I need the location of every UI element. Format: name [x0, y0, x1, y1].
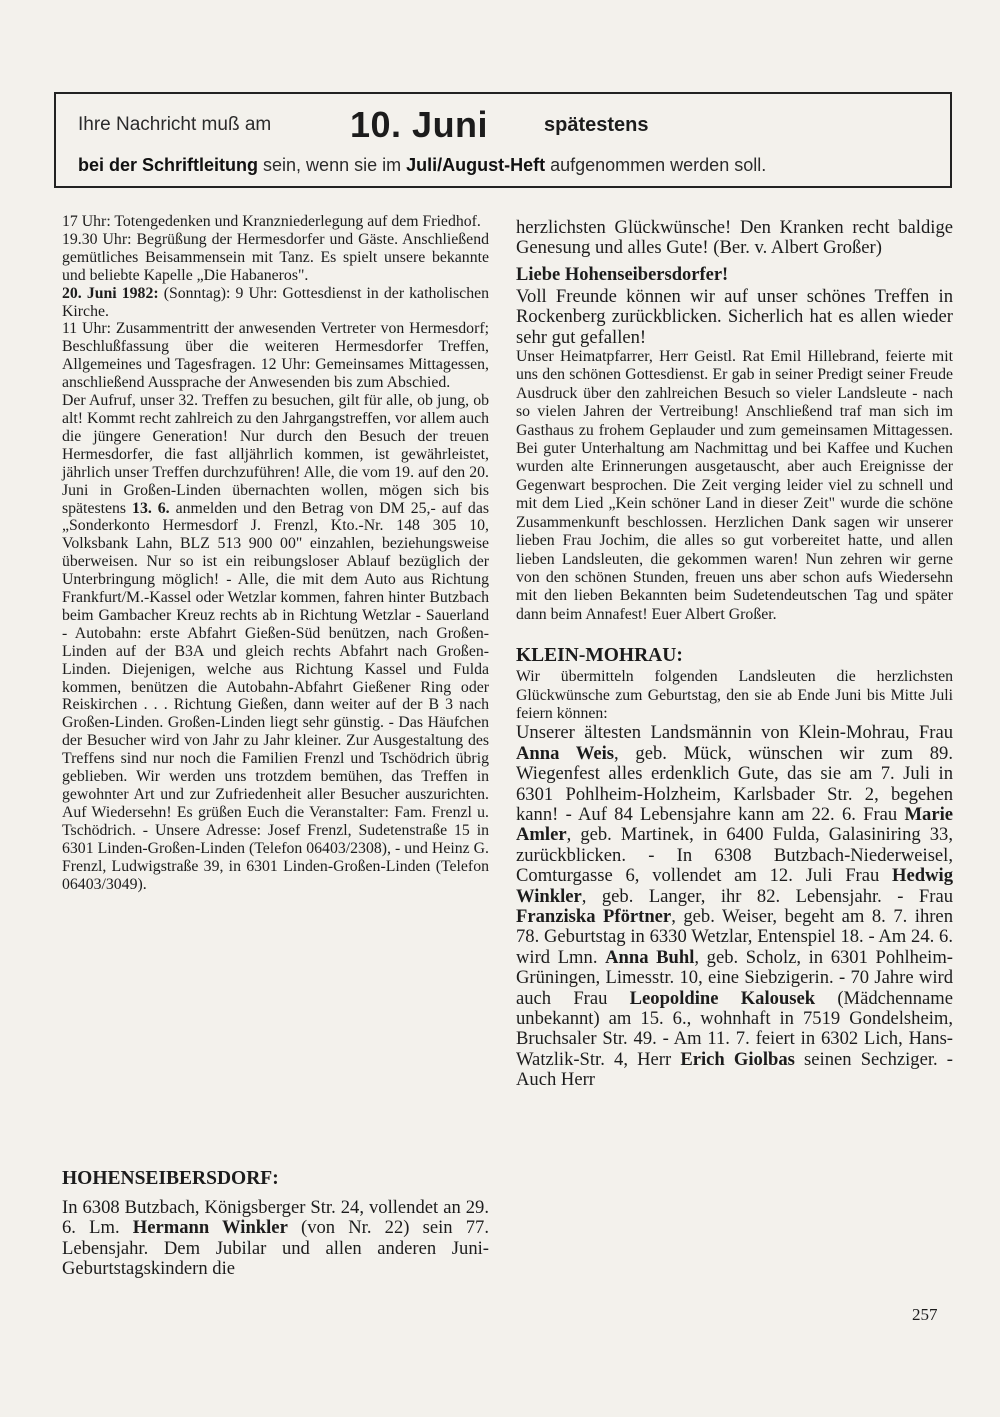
r4-name-hedwig-winkler: Hedwig Winkler — [516, 865, 953, 907]
notice-text-part1: Ihre Nachricht muß am — [78, 114, 272, 135]
notice-date: 10. Juni — [350, 104, 489, 145]
hohenseibersdorf-paragraph — [62, 1198, 489, 1280]
r4-name-erich-giolbas: Erich Giolbas — [680, 1048, 795, 1070]
r4-text-d: , geb. Martinek, in 6400 Fulda, Galasiniring 33, zurückblicken. - In 6308 Butzbach-Niederweisel, Comturgasse 6, vollendet am 12. Juli Frau — [516, 824, 953, 887]
notice-line2-bold-a: bei der Schriftleitung — [78, 155, 259, 175]
right-paragraph-2-small: Unser Heimatpfarrer, Herr Geistl. Rat Emil Hillebrand, feierte mit uns den schönen Gottesdienst. Er gab in seiner Predigt seiner Freude Ausdruck über den zahlreichen Besuch so vieler Landsleute - nach so vielen Jahren der Vertreibung! Anschließend traf man sich im Gasthaus zu frohem Geplauder und zum gemeinsamen Mittagessen. Bei guter Unterhaltung am Nachmittag und bei Kaffee und Kuchen wurden alte Erinnerungen ausgetauscht, aber auch Ereignisse der Gegenwart besprochen. Die Zeit verging leider viel zu schnell und mit dem Lied „Kein schöner Land in dieser Zeit" wurde die schöne Zusammenkunft beschlossen. Herzlichen Dank sagen wir unserer lieben Frau Jochim, die alles so gut vorbereitet hatte, und allen lieben Landsleuten, die gekommen waren! Nun zehren wir gerne von den schönen Stunden, freuen uns aber schon aufs Wiedersehn mit den lieben Bekannten beim Sudetendeutschen Tag und später dann beim Annafest! Euer Albert Großer. — [516, 348, 953, 623]
left-p3-date: 20. Juni 1982: — [62, 284, 159, 302]
right-paragraph-2-large: Voll Freunde können wir auf unser schönes Treffen in Rockenberg zurückblicken. Sicherlich hat es allen wieder sehr gut gefallen! — [516, 285, 953, 348]
right-column — [516, 218, 953, 1091]
left-p3-text: (Sonntag): 9 Uhr: Gottesdienst in der katholischen Kirche. — [62, 284, 489, 320]
heading-hohenseibersdorf: HOHENSEIBERSDORF: — [62, 1168, 279, 1189]
r4-text-i: seinen Sechziger. - Auch Herr — [516, 1048, 953, 1091]
left-paragraph-1: 17 Uhr: Totengedenken und Kranzniederlegung auf dem Friedhof. — [62, 213, 481, 230]
notice-line2-text-b: sein, wenn sie im — [258, 155, 407, 175]
r4-text-a: Unserer ältesten Landsmännin von Klein-Mohrau, Frau — [516, 722, 953, 744]
deadline-notice-box — [54, 92, 952, 188]
left-p5-text-b: anmelden und den Betrag von DM 25,- auf das „Sonderkonto Hermesdorf J. Frenzl, Kto.-Nr. 148 305 10, Volksbank Lahn, BLZ 513 900 00" einzahlen, beziehungsweise überweisen. Nur so ist ein reibungsloser Ablauf bezüglich der Unterbringung möglich! - Alle, die mit dem Auto aus Richtung Frankfurt/M.-Kassel oder Wetzlar kommen, fahren hinter Butzbach beim Gambacher Kreuz rechts ab in Richtung Wetzlar - Sauerland - Autobahn: erste Abfahrt Gießen-Süd benützen, nach Großen-Linden auf der B3A und gleich rechts Abfahrt nach Großen-Linden. Diejenigen, welche aus Richtung Kassel und Fulda kommen, benützen die Autobahn-Abfahrt Gießener Ring oder Reiskirchen . . . Richtung Gießen, dann weiter auf der B 3 nach Großen-Linden. Großen-Linden liegt sehr günstig. - Das Häufchen der Besucher wird von Jahr zu Jahr kleiner. Zur Ausgestaltung des Treffens sind nur noch die Familien Frenzl und Tschödrich übrig geblieben. Wir werden uns trotzdem bemühen, das Treffen in gewohnter Art und zur Zufriedenheit aller Besucher auszurichten. Auf Wiedersehn! Es grüßen Euch die Veranstalter: Fam. Frenzl u. Tschödrich. - Unsere Adresse: Josef Frenzl, Sudetenstraße 15 in 6301 Linden-Großen-Linden (Telefon 06403/2308), - und Heinz G. Frenzl, Ludwigstraße 39, in 6301 Linden-Großen-Linden (Telefon 06403/3049). — [62, 499, 489, 893]
r4-name-leopoldine-kalousek: Leopoldine Kalousek — [629, 987, 816, 1009]
r4-name-franziska-pfoertner: Franziska Pförtner — [516, 906, 672, 927]
hohen-text-b: (von Nr. 22) sein 77. Lebensjahr. Dem Jubilar und allen anderen Juni-Geburtstagskindern die — [62, 1217, 490, 1280]
hohen-name-winkler: Hermann Winkler — [132, 1217, 288, 1239]
r4-text-e: , geb. Langer, ihr 82. Lebensjahr. - Frau — [581, 885, 953, 907]
notice-text-part2: spätestens — [544, 114, 649, 136]
left-paragraph-5 — [62, 392, 489, 893]
heading-liebe-hohenseibersdorfer: Liebe Hohenseibersdorfer! — [516, 264, 729, 285]
right-paragraph-3: Wir übermitteln folgenden Landsleuten die herzlichsten Glückwünsche zum Geburtstag, den sie ab Ende Juni bis Mitte Juli feiern können: — [516, 668, 953, 722]
left-p5-deadline: 13. 6. — [132, 499, 170, 517]
right-paragraph-1: herzlichsten Glückwünsche! Den Kranken recht baldige Genesung und alles Gute! (Ber. v. Albert Großer) — [516, 217, 953, 259]
page-number: 257 — [912, 1305, 938, 1324]
left-paragraph-2: 19.30 Uhr: Begrüßung der Hermesdorfer und Gäste. Anschließend gemütliches Beisammensein mit Tanz. Es spielt unsere bekannte und beliebte Kapelle „Die Habaneros". — [62, 230, 489, 284]
left-paragraph-3 — [62, 285, 489, 321]
left-paragraph-4: 11 Uhr: Zusammentritt der anwesenden Vertreter von Hermesdorf; Beschlußfassung über die weiteren Hermesdorfer Treffen, Allgemeines und Tagesfragen. 12 Uhr: Gemeinsames Mittagessen, anschließend Aussprache der Anwesenden bis zum Abschied. — [62, 320, 489, 392]
hohenseibersdorf-section — [62, 1198, 489, 1280]
r4-text-g: , geb. Scholz, in 6301 Pohlheim-Grüningen, Limesstr. 10, eine Siebzigerin. - 70 Jahre wird auch Frau — [516, 946, 953, 1009]
r4-text-c: , geb. Mück, wünschen wir zum 89. Wiegenfest alles erdenklich Gute, das sie am 7. Juli in 6301 Pohlheim-Holzheim, Karlsbader Str. 2, begehen kann! - Auf 84 Lebensjahre kann am 22. 6. Frau — [516, 742, 953, 825]
r4-name-anna-weis: Anna Weis — [516, 742, 615, 764]
heading-klein-mohrau: KLEIN-MOHRAU: — [516, 645, 683, 667]
r4-text-h: (Mädchenname unbekannt) am 15. 6., wohnhaft in 7519 Gondelsheim, Bruchsaler Str. 49. - Am 11. 7. feiert in 6302 Lich, Hans-Watzlik-Str. 4, Herr — [516, 987, 953, 1070]
r4-name-anna-buhl: Anna Buhl — [605, 946, 695, 968]
left-column — [62, 213, 489, 893]
left-p5-text-a: Der Aufruf, unser 32. Treffen zu besuchen, gilt für alle, ob jung, ob alt! Kommt recht zahlreich zu den Jahrgangstreffen, vor allem auch die jüngere Generation! Nur durch den Besuch der treuen Hermesdorfer, die fast alljährlich kommen, ist gewährleistet, jährlich unser Treffen durchzuführen! Alle, die vom 19. auf den 20. Juni in Großen-Linden übernachten wollen, mögen sich bis spätestens — [62, 392, 489, 517]
notice-line2-bold-c: Juli/August-Heft — [406, 155, 546, 175]
hohen-text-a: In 6308 Butzbach, Königsberger Str. 24, vollendet an 29. 6. Lm. — [62, 1197, 489, 1239]
right-paragraph-4 — [516, 723, 953, 1090]
notice-line2-text-d: aufgenommen werden soll. — [545, 155, 767, 175]
r4-name-marie-amler: Marie Amler — [516, 803, 953, 846]
r4-text-f: , geb. Weiser, begeht am 8. 7. ihren 78. Geburtstag in 6330 Wetzlar, Entenspiel 18. - Am 24. 6. wird Lmn. — [516, 906, 953, 968]
notice-line2 — [78, 155, 766, 176]
